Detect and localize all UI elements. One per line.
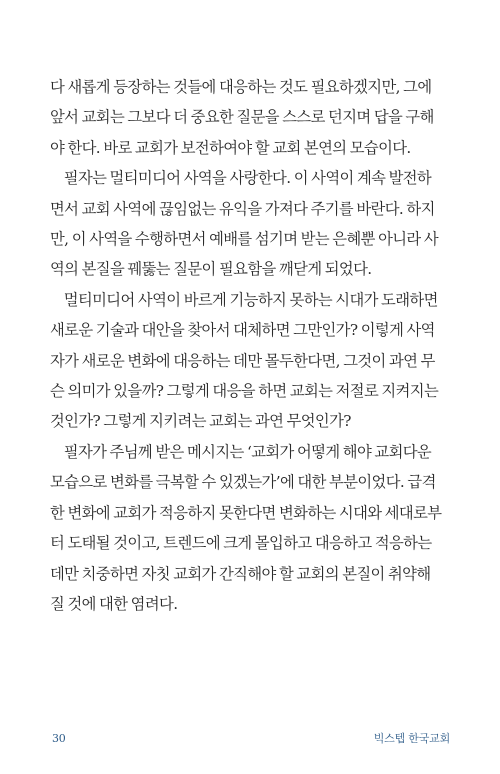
body-paragraph [50,163,452,285]
body-paragraph [50,72,452,163]
text-line: 만, 이 사역을 수행하면서 예배를 섬기며 받는 은혜뿐 아니라 사 [50,230,439,249]
text-line: 역의 본질을 꿰뚫는 질문이 필요함을 깨닫게 되었다. [50,260,372,279]
page-body [50,72,452,619]
body-paragraph [50,437,452,619]
running-title: 빅스텝 한국교회 [373,732,450,745]
text-line: 것인가? 그렇게 지키려는 교회는 과연 무엇인가? [50,412,351,431]
text-line: 앞서 교회는 그보다 더 중요한 질문을 스스로 던지며 답을 구해 [50,108,434,127]
text-line: 다 새롭게 등장하는 것들에 대응하는 것도 필요하겠지만, 그에 [50,78,432,96]
text-line: 모습으로 변화를 극복할 수 있겠는가’에 대한 부분이었다. 급격 [50,473,436,492]
text-line: 한 변화에 교회가 적응하지 못한다면 변화하는 시대와 세대로부 [50,503,442,522]
text-line: 터 도태될 것이고, 트렌드에 크게 몰입하고 대응하고 적응하는 [50,534,432,553]
text-line: 슨 의미가 있을까? 그렇게 대응을 하면 교회는 저절로 지켜지는 [50,382,439,401]
text-line: 멀티미디어 사역이 바르게 기능하지 못하는 시대가 도래하면 [63,290,438,309]
text-line: 야 한다. 바로 교회가 보전하여야 할 교회 본연의 모습이다. [50,138,411,157]
text-line: 필자는 멀티미디어 사역을 사랑한다. 이 사역이 계속 발전하 [63,169,432,188]
text-line: 새로운 기술과 대안을 찾아서 대체하면 그만인가? 이렇게 사역 [50,321,435,340]
text-line: 자가 새로운 변화에 대응하는 데만 몰두한다면, 그것이 과연 무 [50,351,435,370]
page-footer [52,730,450,746]
text-line: 질 것에 대한 염려다. [50,594,178,613]
body-paragraph [50,285,452,437]
page-number: 30 [52,731,66,745]
text-line: 데만 치중하면 자칫 교회가 간직해야 할 교회의 본질이 취약해 [50,564,431,583]
text-line: 면서 교회 사역에 끊임없는 유익을 가져다 주기를 바란다. 하지 [50,199,435,218]
text-line: 필자가 주님께 받은 메시지는 ‘교회가 어떻게 해야 교회다운 [63,442,432,461]
